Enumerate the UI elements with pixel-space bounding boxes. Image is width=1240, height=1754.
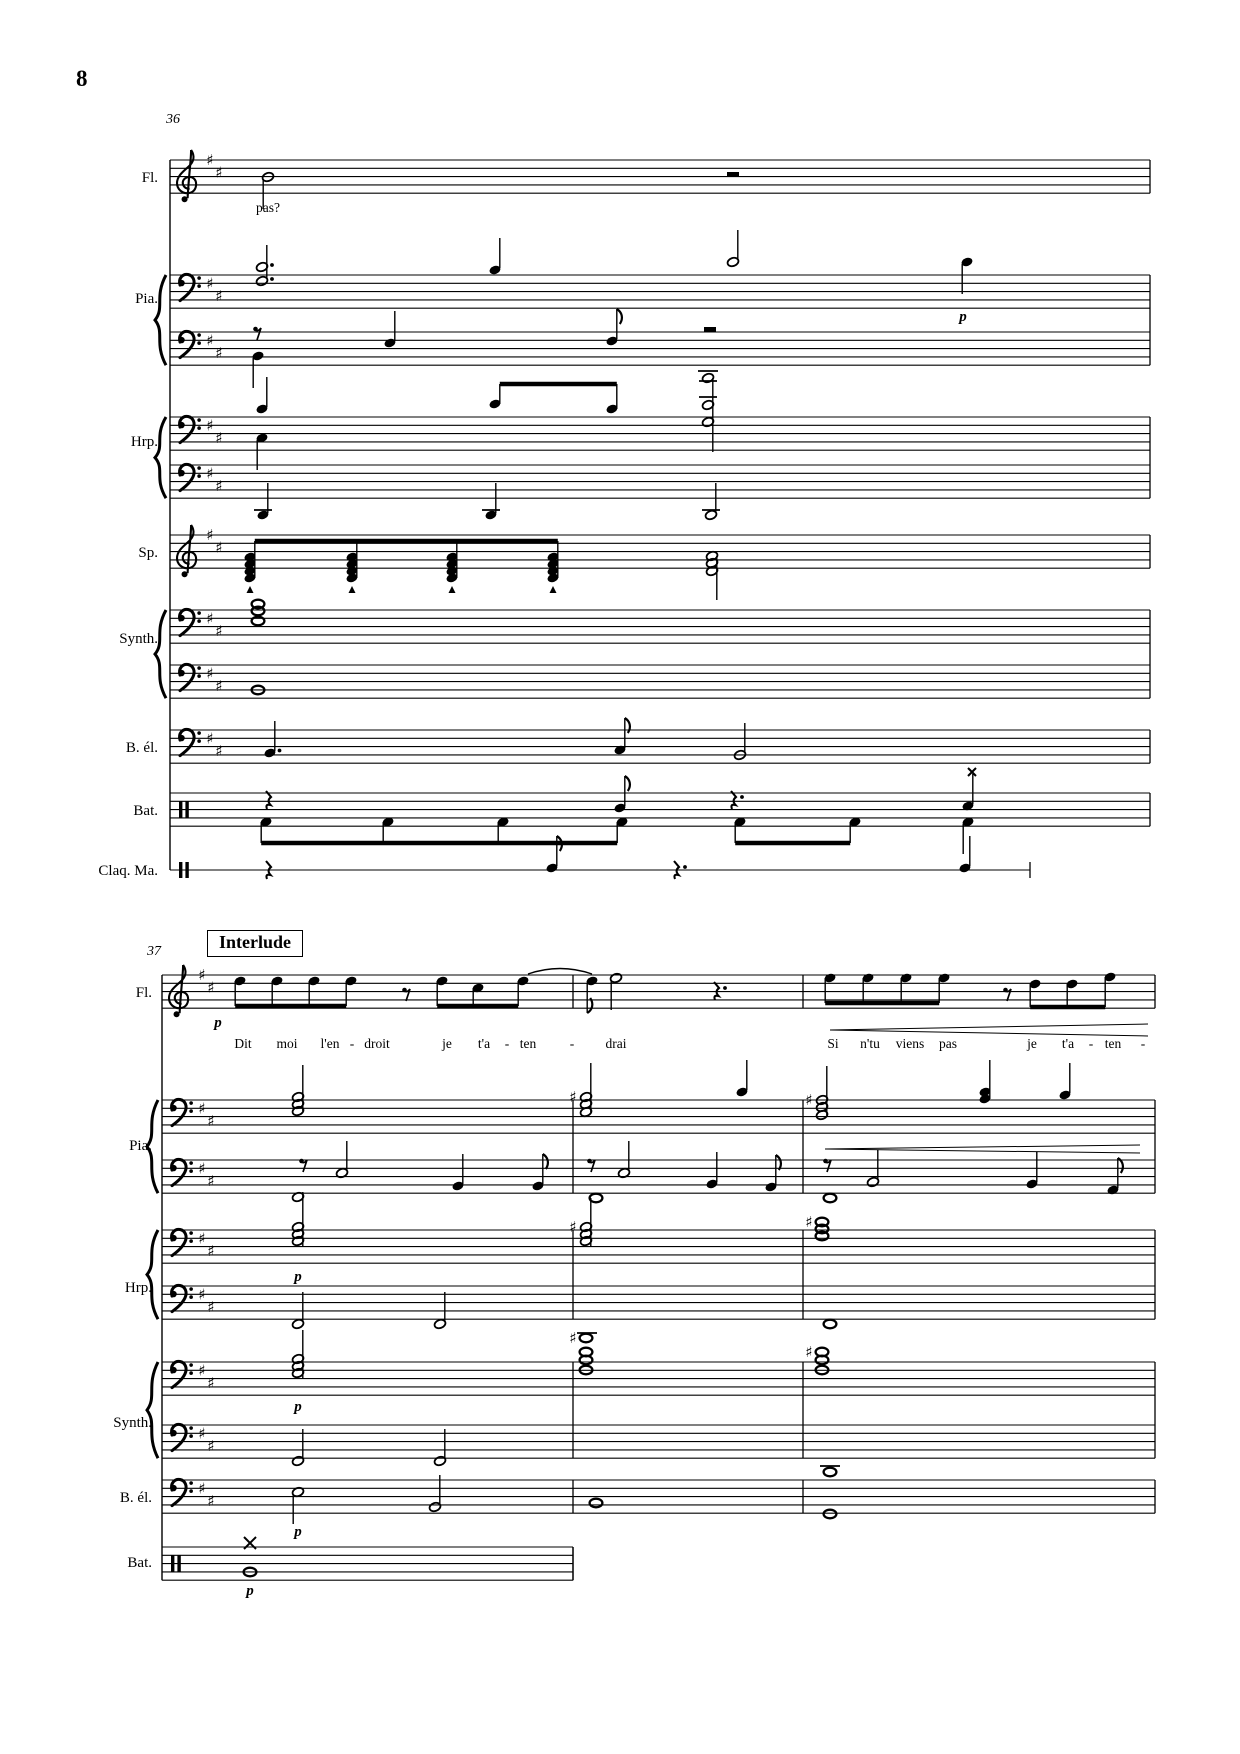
key-signature-sharp: ♯ xyxy=(207,1111,215,1130)
whole-note-head xyxy=(590,1194,603,1203)
instrument-label: Pia. xyxy=(135,291,158,307)
eighth-rest xyxy=(256,328,262,340)
instrument-label: Pia. xyxy=(129,1138,152,1154)
sharp-accidental: ♯ xyxy=(805,1091,813,1109)
percussion-clef xyxy=(185,862,188,878)
key-signature-sharp: ♯ xyxy=(215,621,223,640)
key-signature-sharp: ♯ xyxy=(206,416,214,435)
bass-clef xyxy=(178,609,201,635)
measure-number-36: 36 xyxy=(166,112,180,127)
key-signature-sharp: ♯ xyxy=(206,609,214,628)
marcato-accent xyxy=(449,586,456,593)
key-signature-sharp: ♯ xyxy=(206,526,214,544)
rehearsal-mark: Interlude xyxy=(207,930,303,957)
lyric-syllable: - xyxy=(349,1036,355,1051)
eighth-flag xyxy=(617,309,622,324)
eighth-rest xyxy=(590,1160,596,1172)
dynamic-mark: p xyxy=(214,1015,222,1031)
eighth-rest xyxy=(405,989,411,1001)
bass-clef xyxy=(178,464,201,490)
instrument-label: Hrp. xyxy=(130,434,158,450)
dynamic-mark: p xyxy=(246,1583,254,1599)
crescendo-hairpin xyxy=(825,1149,1140,1153)
bass-clef xyxy=(178,729,201,755)
whole-note-head xyxy=(824,1468,837,1477)
key-signature-sharp: ♯ xyxy=(207,1436,215,1455)
dynamic-mark: p xyxy=(959,309,967,325)
crescendo-hairpin xyxy=(825,1145,1140,1149)
lyric-syllable: pas? xyxy=(256,200,280,215)
key-signature-sharp: ♯ xyxy=(215,163,223,182)
key-signature-sharp: ♯ xyxy=(215,741,223,760)
lyric-syllable: - xyxy=(1088,1036,1094,1051)
grand-staff-brace xyxy=(147,1362,158,1458)
lyric-syllable: moi xyxy=(276,1036,298,1051)
grand-staff-brace xyxy=(155,610,166,698)
bass-clef xyxy=(178,416,201,442)
instrument-label: B. él. xyxy=(119,1490,152,1506)
key-signature-sharp: ♯ xyxy=(206,464,214,483)
grand-staff-brace xyxy=(155,275,166,365)
instrument-label: Claq. Ma. xyxy=(98,863,158,879)
key-signature-sharp: ♯ xyxy=(207,978,215,997)
key-signature-sharp: ♯ xyxy=(207,1491,215,1510)
key-signature-sharp: ♯ xyxy=(206,664,214,683)
augmentation-dot xyxy=(270,263,274,267)
key-signature-sharp: ♯ xyxy=(198,1424,206,1443)
key-signature-sharp: ♯ xyxy=(206,274,214,293)
eighth-rest xyxy=(1006,989,1012,1001)
key-signature-sharp: ♯ xyxy=(198,1479,206,1498)
key-signature-sharp: ♯ xyxy=(207,1297,215,1316)
key-signature-sharp: ♯ xyxy=(198,1285,206,1304)
key-signature-sharp: ♯ xyxy=(198,966,206,984)
eighth-flag xyxy=(625,776,630,791)
lyric-syllable: - xyxy=(504,1036,510,1051)
percussion-clef xyxy=(179,801,182,818)
key-signature-sharp: ♯ xyxy=(198,1159,206,1178)
grand-staff-brace xyxy=(155,417,166,498)
bass-clef xyxy=(170,1159,193,1185)
instrument-label: Hrp. xyxy=(124,1280,152,1296)
key-signature-sharp: ♯ xyxy=(206,151,214,169)
tie-slur xyxy=(528,969,592,975)
lyric-syllable: - xyxy=(1140,1036,1146,1051)
lyric-syllable: Dit xyxy=(234,1036,252,1051)
dynamic-mark: p xyxy=(294,1524,302,1540)
whole-note-head xyxy=(824,1194,837,1203)
lyric-syllable: t'a xyxy=(1061,1036,1075,1051)
bass-clef xyxy=(178,274,201,300)
eighth-rest xyxy=(826,1160,832,1172)
key-signature-sharp: ♯ xyxy=(215,476,223,495)
lyric-syllable: viens xyxy=(895,1036,925,1051)
grand-staff-brace xyxy=(147,1230,158,1319)
augmentation-dot xyxy=(723,986,727,990)
sharp-accidental: ♯ xyxy=(805,1343,813,1361)
dynamic-mark: p xyxy=(294,1399,302,1415)
sharp-accidental: ♯ xyxy=(569,1218,577,1236)
bass-clef xyxy=(178,664,201,690)
instrument-label: Synth. xyxy=(113,1415,152,1431)
crescendo-hairpin xyxy=(830,1024,1148,1030)
key-signature-sharp: ♯ xyxy=(198,1361,206,1380)
lyric-syllable: je xyxy=(1027,1036,1037,1051)
instrument-label: Bat. xyxy=(127,1555,152,1571)
key-signature-sharp: ♯ xyxy=(215,538,223,557)
bass-clef xyxy=(178,331,201,357)
instrument-label: Synth. xyxy=(119,631,158,647)
lyric-syllable: l'en xyxy=(320,1036,340,1051)
marcato-accent xyxy=(247,586,254,593)
augmentation-dot xyxy=(270,277,274,281)
measure-number-37: 37 xyxy=(147,944,161,959)
instrument-label: Fl. xyxy=(141,170,158,186)
sharp-accidental: ♯ xyxy=(569,1088,577,1106)
lyric-syllable: Si xyxy=(827,1036,839,1051)
lyric-syllable: t'a xyxy=(477,1036,491,1051)
key-signature-sharp: ♯ xyxy=(215,343,223,362)
marcato-accent xyxy=(550,586,557,593)
lyric-syllable: ten xyxy=(1104,1036,1122,1051)
percussion-clef xyxy=(179,862,182,878)
sharp-accidental: ♯ xyxy=(805,1213,813,1231)
instrument-label: Fl. xyxy=(135,985,152,1001)
lyric-syllable: droit xyxy=(364,1036,390,1051)
lyric-syllable: n'tu xyxy=(860,1036,880,1051)
lyric-syllable: pas xyxy=(939,1036,957,1051)
half-rest xyxy=(704,327,716,332)
lyric-syllable: je xyxy=(442,1036,452,1051)
augmentation-dot xyxy=(740,795,744,799)
instrument-label: Sp. xyxy=(138,545,158,561)
percussion-clef xyxy=(177,1555,180,1572)
whole-note-head xyxy=(824,1320,837,1329)
lyric-syllable: drai xyxy=(605,1036,627,1051)
bass-clef xyxy=(170,1361,193,1387)
augmentation-dot xyxy=(683,865,687,869)
whole-note-head xyxy=(580,1334,593,1343)
percussion-clef xyxy=(185,801,188,818)
eighth-flag xyxy=(625,718,630,733)
key-signature-sharp: ♯ xyxy=(198,1229,206,1248)
key-signature-sharp: ♯ xyxy=(206,729,214,748)
key-signature-sharp: ♯ xyxy=(215,286,223,305)
whole-note-head xyxy=(590,1499,603,1508)
dynamic-mark: p xyxy=(294,1269,302,1285)
lyric-syllable: ten xyxy=(519,1036,537,1051)
instrument-label: B. él. xyxy=(125,740,158,756)
key-signature-sharp: ♯ xyxy=(207,1373,215,1392)
key-signature-sharp: ♯ xyxy=(207,1171,215,1190)
eighth-flag xyxy=(543,1154,548,1169)
instrument-label: Bat. xyxy=(133,803,158,819)
eighth-rest xyxy=(302,1160,308,1172)
quarter-rest xyxy=(714,982,719,1000)
page-number: 8 xyxy=(76,66,88,91)
quarter-rest xyxy=(266,791,271,809)
key-signature-sharp: ♯ xyxy=(206,331,214,350)
sharp-accidental: ♯ xyxy=(569,1329,577,1347)
bass-clef xyxy=(170,1285,193,1311)
key-signature-sharp: ♯ xyxy=(215,428,223,447)
key-signature-sharp: ♯ xyxy=(198,1099,206,1118)
bass-clef xyxy=(170,1424,193,1450)
key-signature-sharp: ♯ xyxy=(215,676,223,695)
half-rest xyxy=(727,172,739,177)
bass-clef xyxy=(170,1479,193,1505)
whole-note-head xyxy=(824,1510,837,1519)
quarter-rest xyxy=(731,791,736,809)
key-signature-sharp: ♯ xyxy=(207,1241,215,1260)
augmentation-dot xyxy=(278,749,282,753)
percussion-clef xyxy=(171,1555,174,1572)
marcato-accent xyxy=(349,586,356,593)
bass-clef xyxy=(170,1229,193,1255)
lyric-syllable: - xyxy=(569,1036,575,1051)
bass-clef xyxy=(170,1099,193,1125)
